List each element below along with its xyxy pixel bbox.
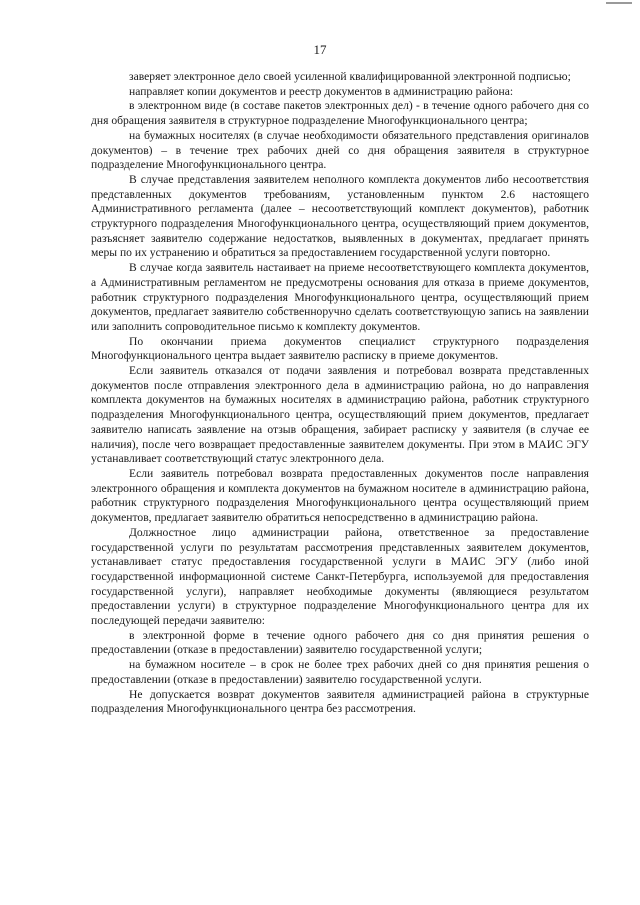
paragraph-sends-copies: направляет копии документов и реестр документов в администрацию района: [129,84,514,98]
paragraph-refusal-after-sending: Если заявитель потребовал возврата предоставленных документов после направления электронного обращения и комплекта документов на бумажном носителе в администрацию района, работник структурного подразделения Многофункционального центра осуществляющий прием документов, предлагает заявителю обратиться непосредственно в администрацию района. [91,466,589,525]
scan-edge-mark [606,2,632,4]
paragraph-official-sets-status: Должностное лицо администрации района, ответственное за предоставление государственной услуги по результатам рассмотрения представленных заявителем документов, устанавливает статус предоставления государственной услуги в МАИС ЭГУ (либо иной государственной информационной системе Санкт-Петербурга, используемой для предоставления государственной услуги), направляет необходимые документы (являющиеся результатом предоставлении услуги) в структурное подразделение Многофункционального центра для их последующей передачи заявителю: [91,525,589,628]
paragraph-paper-deadline: на бумажном носителе – в срок не более трех рабочих дней со дня принятия решения о предоставлении (отказе в предоставлении) заявителю государственной услуги. [91,658,589,686]
page-number: 17 [313,42,327,57]
paragraph-applicant-insists: В случае когда заявитель настаивает на приеме несоответствующего комплекта документов, а Административным регламентом не предусмотрены основания для отказа в приеме документов, работник структурного подразделения Многофункционального центра, осуществляющий прием документов, предлагает заявителю собственноручно сделать соответствующую запись на заявлении или заполнить сопроводительное письмо к комплекту документов. [91,261,589,333]
paragraph-paper-form: на бумажных носителях (в случае необходимости обязательного представления оригиналов документов) – в течение трех рабочих дней со дня обращения заявителя в структурное подразделение Многофункционального центра. [91,128,589,172]
paragraph-receipt-issued: По окончании приема документов специалист структурного подразделения Многофункционального центра выдает заявителю расписку в приеме документов. [91,334,589,363]
paragraph-electronic-form: в электронном виде (в составе пакетов электронных дел) - в течение одного рабочего дня со дня обращения заявителя в структурное подразделение Многофункционального центра; [91,99,589,128]
paragraph-no-return: Не допускается возврат документов заявителя администрацией района в структурные подразделения Многофункционального центра без рассмотрения. [91,687,589,716]
paragraph-refusal-before-sending: Если заявитель отказался от подачи заявления и потребовал возврата представленных документов после отправления электронного дела в администрацию района, но до направления комплекта документов на бумажных носителях в администрацию района, работник структурного подразделения Многофункционального центра, осуществляющий прием документов, предлагает заявителю написать заявление на отзыв обращения, забирает расписку у заявителя (в случае ее наличия), после чего возвращает предоставленные заявителем документы. При этом в МАИС ЭГУ устанавливает соответствующий статус электронного дела. [91,364,589,466]
paragraph-incomplete-set: В случае представления заявителем неполного комплекта документов либо несоответствия представленных документов требованиям, установленным пунктом 2.6 настоящего Административного регламента (далее – несоответствующий комплект документов), работник структурного подразделения Многофункционального центра, осуществляющий прием документов, разъясняет заявителю содержание недостатков, выявленных в документах, предлагает принять меры по их устранению и обратиться за предоставлением государственной услуги повторно. [91,172,589,260]
paragraph-electronic-deadline: в электронной форме в течение одного рабочего дня со дня принятия решения о предоставлении (отказе в предоставлении) заявителю государственной услуги; [91,628,589,657]
document-body [91,70,589,717]
paragraph-certifies-e-case: заверяет электронное дело своей усиленной квалифицированной электронной подписью; [129,70,571,83]
